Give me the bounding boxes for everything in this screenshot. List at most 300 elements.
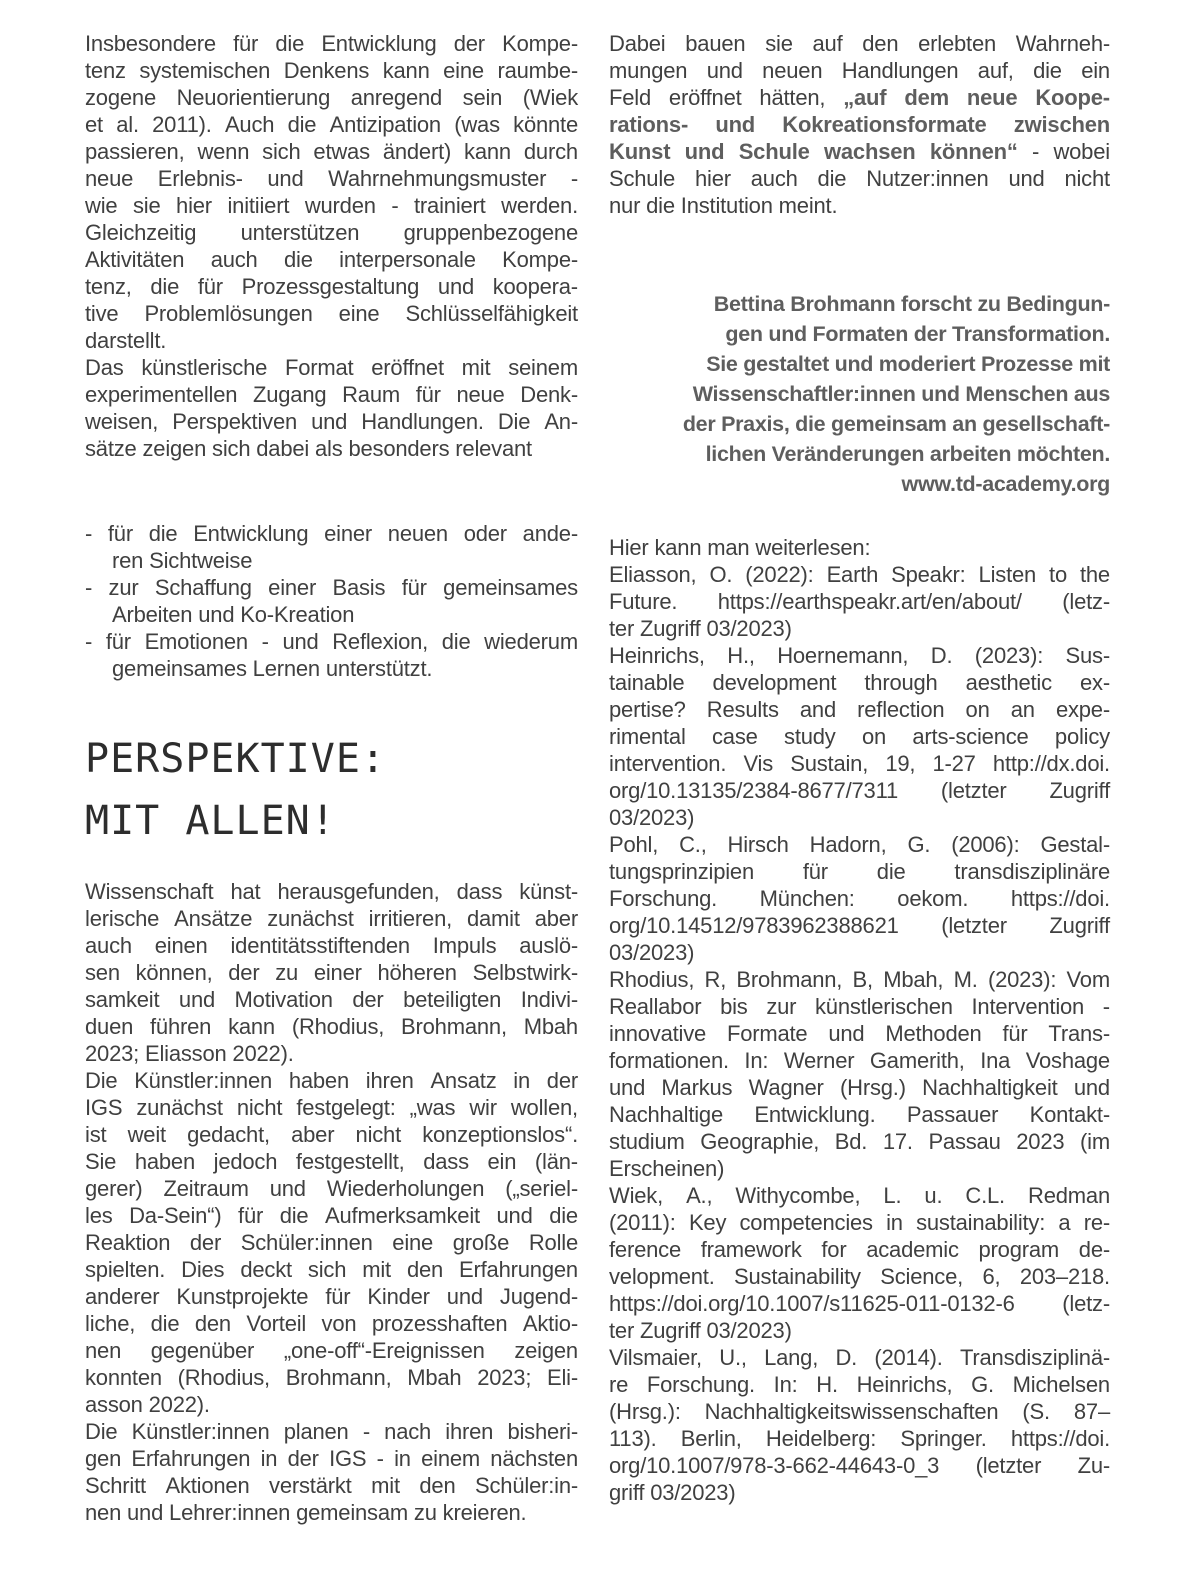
word: eröffnet bbox=[668, 85, 742, 110]
text-line bbox=[85, 1256, 578, 1283]
text-line bbox=[609, 1263, 1110, 1290]
word: Mbah, bbox=[883, 967, 944, 992]
word: in bbox=[886, 1210, 903, 1235]
word: Rolle bbox=[528, 1230, 578, 1255]
word: die bbox=[287, 112, 317, 137]
word: (Hrsg.) bbox=[840, 1075, 906, 1100]
text-line bbox=[85, 878, 578, 905]
word: Nachhaltige bbox=[609, 1102, 723, 1127]
word: 2011). bbox=[152, 112, 212, 137]
word: IGS bbox=[85, 1095, 123, 1120]
word: re- bbox=[1083, 1210, 1110, 1235]
word: Kompe- bbox=[502, 31, 578, 56]
word: Feld bbox=[609, 85, 651, 110]
word: reflection bbox=[857, 697, 945, 722]
text-line bbox=[609, 885, 1110, 912]
word: Zugriff bbox=[1049, 913, 1110, 938]
word: oekom. bbox=[897, 886, 969, 911]
text-line bbox=[609, 84, 1110, 111]
word: führen bbox=[150, 1014, 212, 1039]
word: München: bbox=[759, 886, 855, 911]
word: spielten. bbox=[85, 1257, 166, 1282]
word: für bbox=[238, 1203, 264, 1228]
highlight-word: Kunst bbox=[609, 139, 671, 164]
reference-rhodius bbox=[609, 966, 1110, 1182]
word: study bbox=[784, 724, 836, 749]
word: liche, bbox=[85, 1311, 136, 1336]
word: Vom bbox=[1066, 967, 1110, 992]
word: wobei bbox=[1053, 139, 1110, 164]
word: (2014). bbox=[874, 1345, 943, 1370]
word: kann bbox=[228, 1014, 275, 1039]
text-line bbox=[85, 84, 578, 111]
word: Perspektiven bbox=[172, 409, 298, 434]
word: mungen bbox=[609, 58, 688, 83]
word: framework bbox=[700, 1237, 802, 1262]
word: Schüler:innen bbox=[240, 1230, 373, 1255]
word: und bbox=[496, 1203, 533, 1228]
word: Rhodius, bbox=[609, 967, 695, 992]
word: Springer. bbox=[900, 1426, 987, 1451]
word: - bbox=[391, 193, 399, 218]
word: und bbox=[446, 1284, 483, 1309]
reference-vilsmaier bbox=[609, 1344, 1110, 1506]
word: beteiligten bbox=[403, 987, 502, 1012]
word: Ansatz bbox=[430, 1068, 497, 1093]
text-line bbox=[85, 520, 578, 547]
word: Schule bbox=[609, 166, 676, 191]
word: A., bbox=[686, 1183, 713, 1208]
word: Formate bbox=[726, 1021, 808, 1046]
word: O. bbox=[709, 562, 733, 587]
text-line bbox=[85, 1364, 578, 1391]
word: gedacht, bbox=[187, 1122, 270, 1147]
word: seinem bbox=[508, 355, 578, 380]
text-line bbox=[609, 1074, 1110, 1101]
word: Erlebnis- bbox=[157, 166, 243, 191]
word: (im bbox=[1080, 1129, 1110, 1154]
word: auch bbox=[750, 166, 798, 191]
word: „was bbox=[409, 1095, 456, 1120]
word: on bbox=[965, 697, 990, 722]
word: ference bbox=[609, 1237, 681, 1262]
word: den bbox=[419, 1473, 456, 1498]
word: Passau bbox=[928, 1129, 1001, 1154]
text-run: griff 03/2023) bbox=[609, 1480, 736, 1505]
word: (Rhodius, bbox=[177, 1365, 270, 1390]
word: etwas bbox=[313, 139, 370, 164]
word: lerische bbox=[85, 906, 160, 931]
word: Selbstwirk- bbox=[472, 960, 578, 985]
word: Denk- bbox=[520, 382, 578, 407]
word: innovative bbox=[609, 1021, 707, 1046]
word: eine bbox=[392, 1230, 434, 1255]
word: Aufmerksamkeit bbox=[325, 1203, 480, 1228]
word: in bbox=[513, 1068, 531, 1093]
word: hätten, bbox=[759, 85, 826, 110]
word: Reallabor bbox=[609, 994, 702, 1019]
word: weit bbox=[127, 1122, 166, 1147]
word: neue bbox=[456, 382, 505, 407]
word: Da-Sein“) bbox=[129, 1203, 222, 1228]
word: auf, bbox=[977, 58, 1014, 83]
word: transdisziplinäre bbox=[954, 859, 1110, 884]
word: einem bbox=[421, 1446, 481, 1471]
text-line bbox=[609, 138, 1110, 165]
word: org/10.13135/2384-8677/7311 bbox=[609, 778, 899, 803]
relevance-bullet-list bbox=[85, 520, 578, 682]
text-line bbox=[85, 300, 578, 327]
word: Markus bbox=[661, 1075, 733, 1100]
word: auslö- bbox=[519, 933, 578, 958]
word: zu bbox=[275, 960, 299, 985]
word: expe- bbox=[1055, 697, 1110, 722]
word: dass bbox=[456, 879, 503, 904]
aside-line: www.td-academy.org bbox=[901, 472, 1110, 496]
text-line bbox=[85, 905, 578, 932]
word: der bbox=[352, 987, 384, 1012]
word: (letz- bbox=[1062, 589, 1110, 614]
word: in bbox=[394, 1446, 411, 1471]
word: konnten bbox=[85, 1365, 162, 1390]
text-line bbox=[609, 534, 1110, 561]
word: sen bbox=[85, 960, 120, 985]
word: Schaffung bbox=[154, 575, 252, 600]
word: tainable bbox=[609, 670, 685, 695]
word: Dies bbox=[181, 1257, 225, 1282]
text-line bbox=[609, 1128, 1110, 1155]
text-line bbox=[85, 1229, 578, 1256]
word: nicht bbox=[1064, 166, 1110, 191]
paragraph-kuenstler-planen bbox=[85, 1418, 578, 1526]
word: Science, bbox=[880, 1264, 964, 1289]
text-run: ter Zugriff 03/2023) bbox=[609, 616, 792, 641]
highlight-word: „auf bbox=[843, 85, 887, 110]
word: neuen bbox=[387, 521, 448, 546]
word: Entwicklung. bbox=[754, 1102, 876, 1127]
word: eröffnet bbox=[371, 355, 444, 380]
word: herausgefunden, bbox=[277, 879, 440, 904]
text-line bbox=[85, 408, 578, 435]
word: trainiert bbox=[414, 193, 486, 218]
word: große bbox=[452, 1230, 510, 1255]
word: - bbox=[85, 521, 93, 546]
text-line bbox=[609, 615, 1110, 642]
reference-eliasson bbox=[609, 561, 1110, 642]
word: Zugriff bbox=[1049, 778, 1110, 803]
word: durch bbox=[523, 139, 578, 164]
reference-pohl bbox=[609, 831, 1110, 966]
word: die bbox=[549, 1203, 578, 1228]
word: H., bbox=[727, 643, 755, 668]
word: die bbox=[817, 166, 847, 191]
text-line bbox=[609, 111, 1110, 138]
word: - bbox=[362, 1419, 370, 1444]
word: passieren, bbox=[85, 139, 185, 164]
word: sich bbox=[262, 139, 301, 164]
paragraph-dabei-bauen bbox=[609, 30, 1110, 219]
word: Dabei bbox=[609, 31, 666, 56]
word: Nachhaltigkeitswissenschaften bbox=[704, 1399, 999, 1424]
word: auch bbox=[210, 247, 258, 272]
word: für bbox=[1002, 1021, 1028, 1046]
word: formationen. bbox=[609, 1048, 729, 1073]
word: Eli- bbox=[546, 1365, 578, 1390]
highlight-word: und bbox=[715, 112, 756, 137]
text-line bbox=[609, 1155, 1110, 1182]
word: academic bbox=[866, 1237, 959, 1262]
text-line bbox=[85, 1391, 578, 1418]
paragraph-wissenschaft bbox=[85, 878, 578, 1067]
text-run: ren Sichtweise bbox=[112, 548, 253, 573]
word: nen bbox=[85, 1338, 122, 1363]
word: koopera- bbox=[492, 274, 578, 299]
word: C.L. bbox=[965, 1183, 1005, 1208]
text-line bbox=[112, 601, 578, 628]
text-run: 2023; Eliasson 2022). bbox=[85, 1041, 294, 1066]
word: wir bbox=[469, 1095, 497, 1120]
word: zogene bbox=[85, 85, 156, 110]
aside-line: der Praxis, die gemeinsam an gesellschaft- bbox=[682, 412, 1110, 436]
word: anregend bbox=[350, 85, 443, 110]
text-line bbox=[85, 246, 578, 273]
text-line bbox=[609, 561, 1110, 588]
word: Wiederholungen bbox=[326, 1176, 485, 1201]
word: Intervention bbox=[971, 994, 1085, 1019]
word: Zeitraum bbox=[163, 1176, 249, 1201]
word: die bbox=[1033, 58, 1062, 83]
word: für bbox=[415, 382, 441, 407]
word: gegenüber bbox=[150, 1338, 255, 1363]
word: ändert) bbox=[382, 139, 452, 164]
text-line bbox=[112, 547, 578, 574]
word: Gleichzeitig bbox=[85, 220, 197, 245]
word: dass bbox=[423, 1149, 469, 1174]
text-line bbox=[609, 723, 1110, 750]
word: case bbox=[712, 724, 758, 749]
word: ein bbox=[487, 1149, 517, 1174]
text-line bbox=[85, 435, 578, 462]
word: https://doi.org/10.1007/s11625-011-0132-6 bbox=[609, 1291, 1015, 1316]
text-line bbox=[609, 1209, 1110, 1236]
word: In: bbox=[744, 1048, 769, 1073]
word: raumbe- bbox=[497, 58, 578, 83]
heading-line: PERSPEKTIVE: bbox=[85, 736, 386, 782]
text-line bbox=[85, 273, 578, 300]
word: IGS bbox=[329, 1446, 367, 1471]
text-line bbox=[609, 1290, 1110, 1317]
highlight-word: neue bbox=[966, 85, 1018, 110]
word: rimental bbox=[609, 724, 686, 749]
word: nicht bbox=[236, 1095, 283, 1120]
text-line bbox=[85, 628, 578, 655]
paragraph-kuenstler-ansatz bbox=[85, 1067, 578, 1418]
word: festgelegt: bbox=[296, 1095, 396, 1120]
word: neuen bbox=[762, 58, 823, 83]
word: Vorteil bbox=[246, 1311, 307, 1336]
word: for bbox=[821, 1237, 847, 1262]
text-line bbox=[609, 696, 1110, 723]
word: sein bbox=[462, 85, 503, 110]
word: nicht bbox=[355, 1122, 402, 1147]
word: wenn bbox=[197, 139, 250, 164]
reference-heinrichs bbox=[609, 642, 1110, 831]
text-line bbox=[85, 1418, 578, 1445]
word: Key bbox=[688, 1210, 727, 1235]
word: den bbox=[862, 31, 899, 56]
word: tenz, bbox=[85, 274, 132, 299]
word: Erfahrungen bbox=[459, 1257, 578, 1282]
text-line bbox=[85, 1148, 578, 1175]
word: Impuls bbox=[432, 933, 497, 958]
word: Nutzer:innen bbox=[866, 166, 989, 191]
word: konzeptionslos“. bbox=[422, 1122, 578, 1147]
text-run: Erscheinen) bbox=[609, 1156, 725, 1181]
word: Handlungen bbox=[841, 58, 959, 83]
word: 87– bbox=[1073, 1399, 1110, 1424]
word: Die bbox=[497, 409, 531, 434]
text-line bbox=[609, 642, 1110, 669]
word: die bbox=[150, 1311, 180, 1336]
word: auch bbox=[85, 933, 132, 958]
word: Wagner bbox=[748, 1075, 824, 1100]
word: anderer bbox=[85, 1284, 160, 1309]
word: nach bbox=[384, 1419, 432, 1444]
word: Passauer bbox=[906, 1102, 999, 1127]
word: systemischen bbox=[139, 58, 271, 83]
word: Kompe- bbox=[502, 247, 578, 272]
word: künstlerische bbox=[141, 355, 268, 380]
word: - bbox=[1031, 139, 1040, 164]
text-line bbox=[609, 1047, 1110, 1074]
word: Erfahrungen bbox=[131, 1446, 251, 1471]
word: - bbox=[376, 1446, 384, 1471]
word: tungsprinzipien bbox=[609, 859, 754, 884]
word: Zu- bbox=[1077, 1453, 1110, 1478]
aside-line: gen und Formaten der Transformation. bbox=[725, 322, 1110, 346]
word: - bbox=[570, 166, 578, 191]
word: org/10.1007/978-3-662-44643-0_3 bbox=[609, 1453, 940, 1478]
text-line bbox=[609, 57, 1110, 84]
word: Pohl, bbox=[609, 832, 659, 857]
word: Trans- bbox=[1048, 1021, 1110, 1046]
word: and bbox=[799, 697, 836, 722]
word: (län- bbox=[534, 1149, 578, 1174]
paragraph-kompetenz bbox=[85, 30, 578, 354]
text-line bbox=[85, 138, 578, 165]
word: Antizipation bbox=[329, 112, 441, 137]
word: Wahrnehmungsmuster bbox=[328, 166, 547, 191]
word: Wissenschaft bbox=[85, 879, 214, 904]
word: die bbox=[441, 629, 471, 654]
highlight-word: wachsen bbox=[823, 139, 916, 164]
text-run: Hier kann man weiterlesen: bbox=[609, 535, 871, 560]
text-line bbox=[609, 1344, 1110, 1371]
word: Sustain, bbox=[790, 751, 869, 776]
word: Nachhaltigkeit bbox=[922, 1075, 1058, 1100]
word: hier bbox=[176, 193, 212, 218]
word: 2023 bbox=[1016, 1129, 1065, 1154]
word: Sustainability bbox=[734, 1264, 861, 1289]
word: hat bbox=[230, 879, 261, 904]
word: G. bbox=[971, 1372, 994, 1397]
text-line bbox=[85, 219, 578, 246]
word: Indivi- bbox=[520, 987, 578, 1012]
text-line bbox=[609, 777, 1110, 804]
text-line bbox=[85, 111, 578, 138]
highlight-word: können“ bbox=[929, 139, 1018, 164]
word: policy bbox=[1054, 724, 1110, 749]
text-line bbox=[85, 1337, 578, 1364]
text-line bbox=[609, 750, 1110, 777]
word: höheren bbox=[377, 960, 457, 985]
text-line bbox=[609, 1101, 1110, 1128]
word: Berlin, bbox=[680, 1426, 742, 1451]
text-line bbox=[609, 669, 1110, 696]
word: Kontakt- bbox=[1029, 1102, 1110, 1127]
text-line bbox=[609, 1182, 1110, 1209]
word: Brohmann, bbox=[401, 1014, 507, 1039]
text-line bbox=[85, 1445, 578, 1472]
word: Aktivitäten bbox=[85, 247, 185, 272]
word: ex- bbox=[1079, 670, 1110, 695]
word: der bbox=[189, 1230, 222, 1255]
text-line bbox=[85, 1310, 578, 1337]
word: Withycombe, bbox=[735, 1183, 861, 1208]
word: 19, bbox=[885, 751, 916, 776]
text-line bbox=[85, 1202, 578, 1229]
word: wiederum bbox=[484, 629, 578, 654]
word: erlebten bbox=[918, 31, 997, 56]
word: zur bbox=[108, 575, 139, 600]
word: und bbox=[178, 987, 216, 1012]
word: re bbox=[609, 1372, 629, 1397]
section-heading-perspektive bbox=[85, 728, 578, 852]
word: Kinder bbox=[367, 1284, 430, 1309]
text-line bbox=[609, 831, 1110, 858]
word: ist bbox=[85, 1122, 107, 1147]
word: wollen, bbox=[510, 1095, 578, 1120]
word: Die bbox=[85, 1419, 118, 1444]
word: duen bbox=[85, 1014, 134, 1039]
text-run: sätze zeigen sich dabei als besonders relevant bbox=[85, 436, 532, 461]
text-run: gemeinsames Lernen unterstützt. bbox=[112, 656, 433, 681]
word: Künstler:innen bbox=[134, 1068, 273, 1093]
word: mit bbox=[371, 1473, 400, 1498]
word: aesthetic bbox=[965, 670, 1052, 695]
word: und bbox=[437, 274, 475, 299]
text-line bbox=[609, 1398, 1110, 1425]
word: sustainability: bbox=[916, 1210, 1046, 1235]
highlight-word: zwischen bbox=[1013, 112, 1110, 137]
word: können, bbox=[135, 960, 213, 985]
word: Transdisziplinä- bbox=[959, 1345, 1110, 1370]
word: Neuorientierung bbox=[176, 85, 331, 110]
word: Insbesondere bbox=[85, 31, 216, 56]
word: die bbox=[876, 859, 906, 884]
word: werden. bbox=[501, 193, 578, 218]
word: haben bbox=[288, 1068, 349, 1093]
word: Motivation bbox=[234, 987, 333, 1012]
word: Brohmann, bbox=[736, 967, 843, 992]
word: Jugend- bbox=[499, 1284, 578, 1309]
word: prozesshaften bbox=[371, 1311, 508, 1336]
text-run: Arbeiten und Ko-Kreation bbox=[112, 602, 355, 627]
reference-wiek bbox=[609, 1182, 1110, 1344]
aside-line: Sie gestaltet und moderiert Prozesse mit bbox=[706, 352, 1110, 376]
paragraph-kuenstlerisches-format bbox=[85, 354, 578, 462]
word: Handlungen. bbox=[361, 409, 484, 434]
